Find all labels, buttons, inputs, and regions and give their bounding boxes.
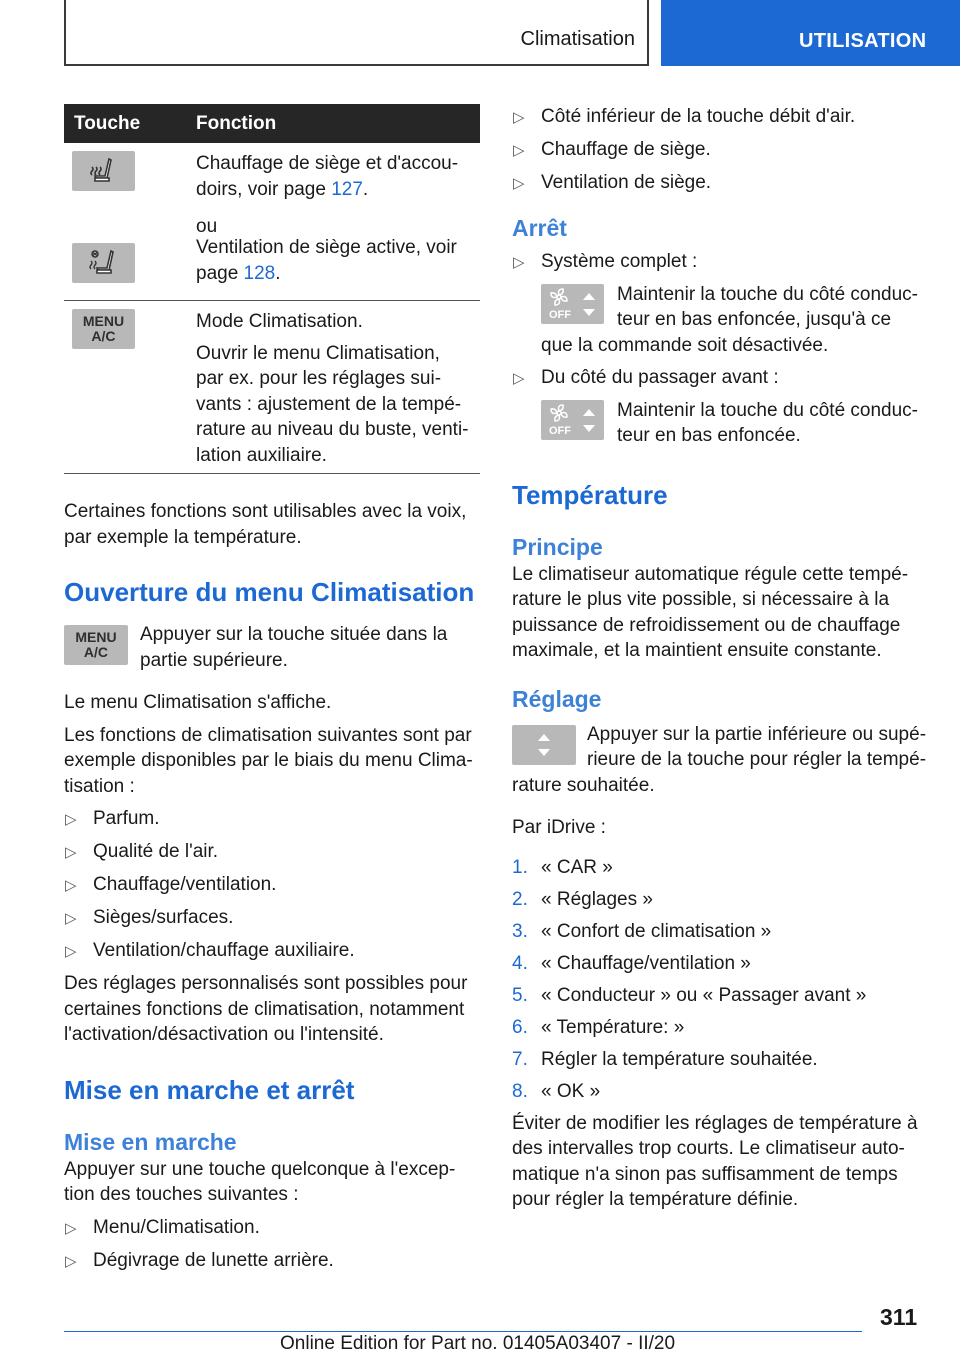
svg-text:OFF: OFF [549,424,571,437]
off-passenger-instruction: OFF Maintenir la touche du côté conduc- teur en bas enfoncée. [512,398,932,449]
footer-edition: Online Edition for Part no. 01405A03407 - II/20 [280,1333,676,1354]
list-item: 2. « Réglages » [512,888,653,910]
row2-line-a: Ventilation de siège active, voir [196,237,457,258]
off-list: ▷ Système complet : OFF Maintenir la touche du côté conduc- teur en bas enfoncée, jusqu'à ce que la commande soit désactivée. ▷ Du côté du passager avant : OFF Maintenir la touche du côté conduc- teur en bas enfoncée. [512,249,932,449]
on-paragraph: Appuyer sur une touche quelconque à l'excep- tion des touches suivantes : [64,1158,456,1205]
list-item: ▷ Parfum. [64,806,480,833]
list-item: 3. « Confort de climatisation » [512,920,772,942]
page-link-127[interactable]: 127 [331,178,363,200]
left-column [64,104,480,1281]
list-item: 5. « Conducteur » ou « Passager avant » [512,984,867,1006]
menu-shown-text: Le menu Climatisation s'affiche. [64,692,332,713]
bullet-triangle-icon: ▷ [65,1219,77,1237]
seat-ventilation-key-icon [72,243,135,283]
bullet-triangle-icon: ▷ [65,910,77,927]
bullet-triangle-icon: ▷ [513,369,525,387]
bullet-triangle-icon: ▷ [513,253,525,271]
bullet-triangle-icon: ▷ [65,844,77,861]
header-chapter-box [64,0,649,66]
list-item: ▷ Ventilation/chauffage auxiliaire. [64,938,480,965]
bullet-triangle-icon: ▷ [513,109,525,126]
table-row: Ventilation de siège active, voir page 128. [64,243,480,301]
section-title: UTILISATION [799,30,927,52]
table-header [64,104,480,143]
right-column [512,104,932,1213]
heading-on-off: Mise en marche et arrêt [64,1074,355,1105]
list-item: 1. « CAR » [512,856,613,878]
principle-paragraph: Le climatiseur automatique régule cette tempé- rature le plus vite possible, si nécessaire à la puissance de refroidissement ou de chauffage maximale, et la maintient ensuite constante. [512,563,909,661]
bullet-triangle-icon: ▷ [65,1252,77,1270]
setting-instruction: Appuyer sur la partie inférieure ou supé- rieure de la touche pour régler la tempé- [512,722,932,773]
heading-on: Mise en marche [64,1128,237,1155]
row1-line-a: Chauffage de siège et d'accou- [196,153,459,174]
table-col-function: Fonction [196,112,277,134]
on-exceptions-list [64,1215,480,1275]
menu-open-instruction: MENU A/C Appuyer sur la touche située dans la partie supérieure. [64,622,480,673]
bullet-triangle-icon: ▷ [65,943,77,960]
table-row: MENU A/C Mode Climatisation. Ouvrir le menu Climatisation, par ex. pour les réglages sui- vants : ajustement de la tempé- rature au niveau du buste, venti- lation auxiliaire. [64,301,480,474]
menu-ac-key-icon: MENU A/C [72,309,135,349]
menu-ac-key-icon: MENU A/C [64,625,128,665]
table-col-key: Touche [74,112,141,134]
avoid-paragraph: Éviter de modifier les réglages de température à des intervalles trop courts. Le climatiseur auto- matique n'a sinon pas suffisamment de temps pour régler la température définie. [512,1112,918,1210]
heading-temperature: Température [512,479,668,510]
heading-setting: Réglage [512,685,602,712]
bullet-triangle-icon: ▷ [513,142,525,159]
row1-or: ou [196,216,218,237]
bullet-triangle-icon: ▷ [513,175,525,192]
svg-text:OFF: OFF [549,308,571,321]
bullet-triangle-icon: ▷ [65,811,77,828]
function-table [64,104,480,474]
temperature-up-down-key-icon [512,725,576,765]
header-section-box [661,0,960,66]
fan-off-key-icon [541,284,604,324]
fan-off-key-icon [541,400,604,440]
row3-title: Mode Climatisation. [196,311,363,332]
exceptions-continued-list [512,104,932,197]
list-item: ▷ Côté inférieur de la touche débit d'air. [512,104,932,131]
list-item: ▷ Chauffage/ventilation. [64,872,480,899]
personal-settings-paragraph: Des réglages personnalisés sont possibles pour certaines fonctions de climatisation, notamment l'activation/désactivation ou l'intensité. [64,973,468,1045]
heading-menu: Ouverture du menu Climatisation [64,577,475,607]
list-item: ▷ Menu/Climatisation. [64,1215,480,1242]
off-full-instruction: OFF Maintenir la touche du côté conduc- teur en bas enfoncée, jusqu'à ce [512,282,932,333]
list-item: ▷ Sièges/surfaces. [64,905,480,932]
seat-heating-key-icon [72,151,135,191]
list-item: ▷ Système complet : [512,249,932,276]
idrive-steps-list [512,855,932,1105]
list-item: 8. « OK » [512,1080,601,1102]
idrive-label: Par iDrive : [512,817,606,838]
menu-functions-list [64,806,480,965]
list-item: ▷ Qualité de l'air. [64,839,480,866]
table-row: Chauffage de siège et d'accou- doirs, voir page 127. ou [64,143,480,243]
row1-line-b: doirs, voir page [196,178,332,200]
heading-off: Arrêt [512,214,567,241]
page-number: 311 [880,1304,918,1330]
footer-divider [64,1331,862,1332]
list-item: 7. Régler la température souhaitée. [512,1048,818,1070]
setting-tail: rature souhaitée. [512,774,655,796]
bullet-triangle-icon: ▷ [65,877,77,894]
list-item: ▷ Chauffage de siège. [512,137,932,164]
list-item: 4. « Chauffage/ventilation » [512,952,751,974]
list-item: 6. « Température: » [512,1016,685,1038]
heading-principle: Principe [512,533,603,560]
list-item: ▷ Ventilation de siège. [512,170,932,197]
list-item: ▷ Du côté du passager avant : [512,365,932,392]
menu-funcs-paragraph: Les fonctions de climatisation suivantes sont par exemple disponibles par le biais du menu Clima- tisation : [64,724,473,797]
intro-paragraph: Certaines fonctions sont utilisables avec la voix, par exemple la température. [64,501,467,548]
list-item: ▷ Dégivrage de lunette arrière. [64,1248,480,1275]
chapter-title: Climatisation [520,28,635,50]
page-link-128[interactable]: 128 [243,262,276,284]
